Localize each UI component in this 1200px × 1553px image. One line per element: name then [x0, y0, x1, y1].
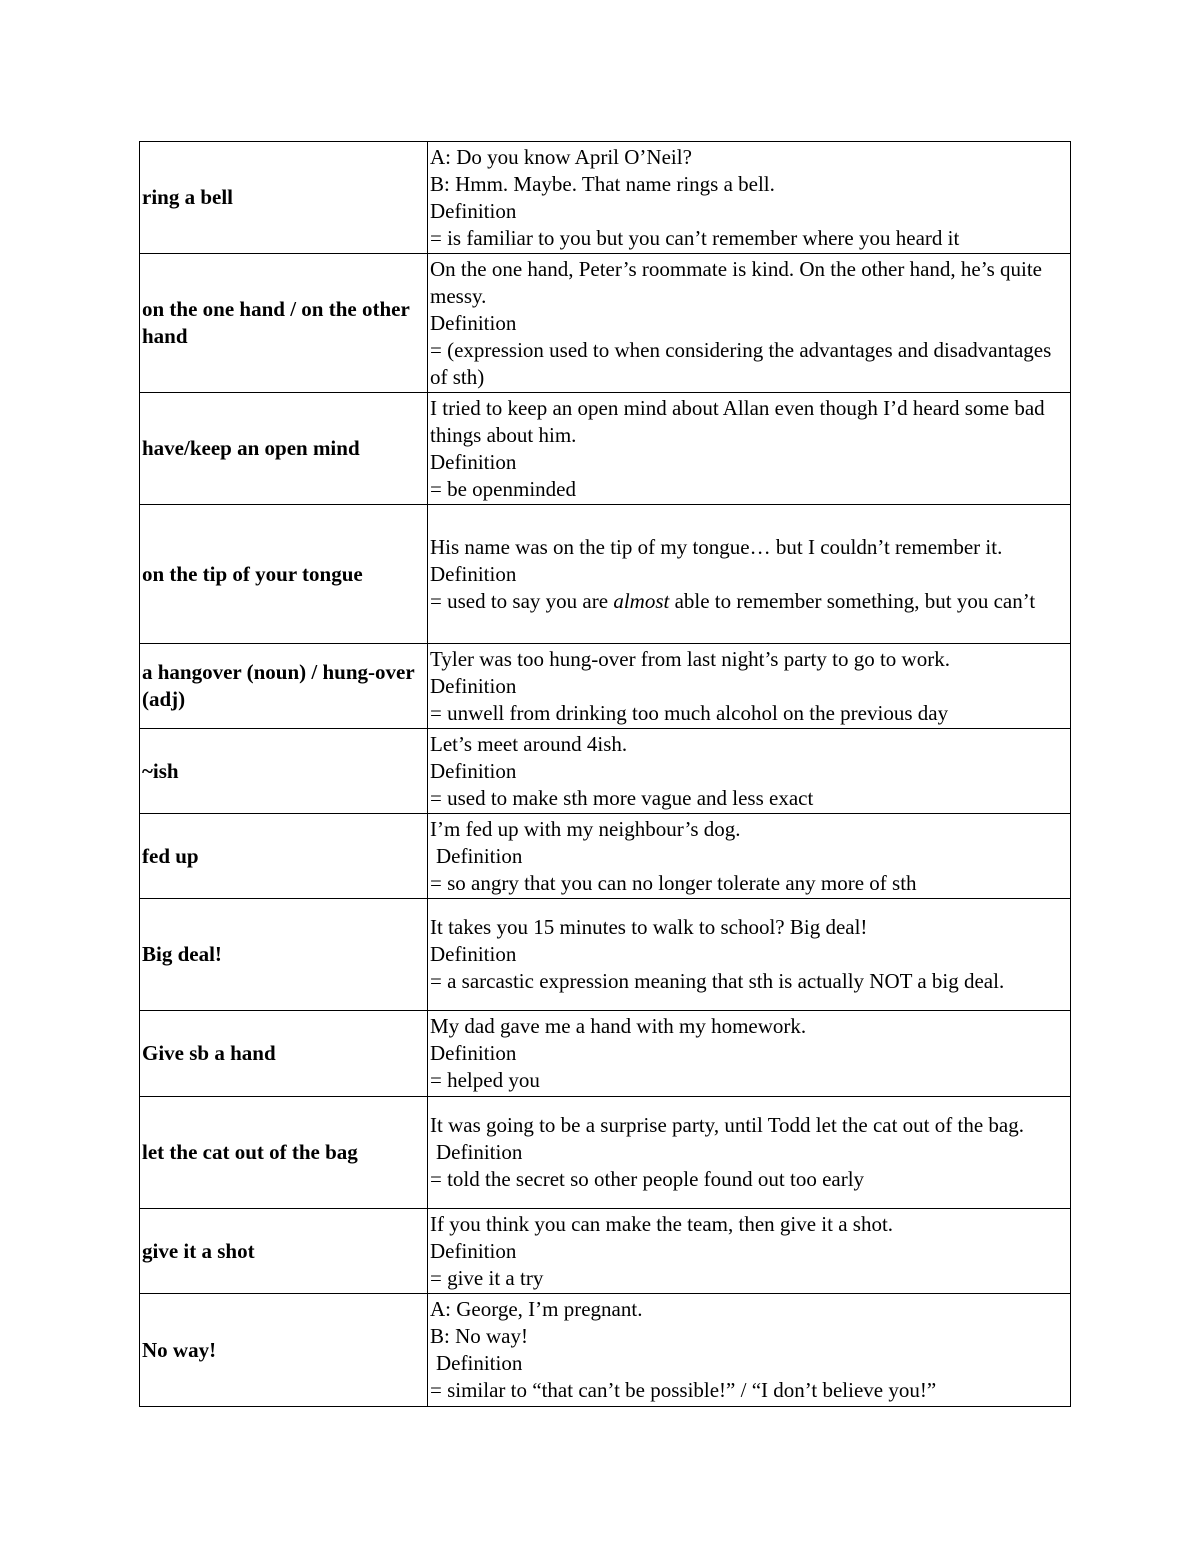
definition-text: = told the secret so other people found out too early	[430, 1167, 865, 1191]
definition-label: Definition	[430, 449, 517, 474]
definition-text: = unwell from drinking too much alcohol on the previous day	[430, 700, 949, 725]
definition-label: Definition	[430, 758, 517, 783]
example-cell	[428, 254, 1071, 393]
definition-text: = a sarcastic expression meaning that sth is actually NOT a big deal.	[430, 969, 1005, 993]
phrase-cell: fed up	[140, 814, 428, 899]
definition-text	[430, 588, 1068, 615]
phrase-cell: No way!	[140, 1294, 428, 1407]
definition-text: = (expression used to when considering the advantages and disadvantages of sth)	[430, 337, 1052, 389]
phrase-cell: on the one hand / on the other hand	[140, 254, 428, 393]
definition-label: Definition	[436, 1351, 523, 1375]
definition-label: Definition	[430, 1238, 517, 1263]
definition-label: Definition	[430, 942, 517, 966]
vocabulary-table	[139, 141, 1071, 1407]
example-line: On the one hand, Peter’s roommate is kind. On the other hand, he’s quite messy.	[430, 256, 1042, 308]
phrase-cell: ring a bell	[140, 142, 428, 254]
example-cell	[428, 899, 1071, 1011]
table-row	[140, 644, 1071, 729]
example-line: Tyler was too hung-over from last night’s party to go to work.	[430, 646, 950, 671]
phrase-cell: a hangover (noun) / hung-over (adj)	[140, 644, 428, 729]
definition-label: Definition	[430, 561, 517, 586]
phrase-cell: Big deal!	[140, 899, 428, 1011]
table-row	[140, 1209, 1071, 1294]
example-line: B: No way!	[430, 1324, 528, 1348]
example-line: If you think you can make the team, then give it a shot.	[430, 1211, 894, 1236]
phrase-cell: on the tip of your tongue	[140, 505, 428, 644]
definition-label: Definition	[436, 843, 523, 868]
example-line: B: Hmm. Maybe. That name rings a bell.	[430, 171, 775, 196]
definition-text-start: = used to say you are	[430, 588, 614, 613]
example-cell	[428, 1097, 1071, 1209]
definition-label: Definition	[430, 310, 517, 335]
definition-text: = similar to “that can’t be possible!” / “I don’t believe you!”	[430, 1378, 937, 1402]
definition-text: = so angry that you can no longer tolerate any more of sth	[430, 870, 917, 895]
definition-text: = give it a try	[430, 1265, 544, 1290]
phrase-cell: ~ish	[140, 729, 428, 814]
phrase-cell: let the cat out of the bag	[140, 1097, 428, 1209]
table-row	[140, 1097, 1071, 1209]
example-line: A: George, I’m pregnant.	[430, 1297, 643, 1321]
definition-text-end: able to remember something, but you can’t	[669, 588, 1036, 613]
example-line: Let’s meet around 4ish.	[430, 731, 628, 756]
example-line: His name was on the tip of my tongue… but I couldn’t remember it.	[430, 534, 1003, 559]
phrase-cell: have/keep an open mind	[140, 393, 428, 505]
phrase-cell: Give sb a hand	[140, 1011, 428, 1097]
example-line: I’m fed up with my neighbour’s dog.	[430, 816, 741, 841]
definition-label: Definition	[436, 1140, 523, 1164]
example-cell	[428, 814, 1071, 899]
table-row	[140, 1011, 1071, 1097]
example-cell	[428, 644, 1071, 729]
table-row	[140, 505, 1071, 644]
example-cell	[428, 1011, 1071, 1097]
example-line: I tried to keep an open mind about Allan even though I’d heard some bad things about him.	[430, 395, 1045, 447]
phrase-cell: give it a shot	[140, 1209, 428, 1294]
example-cell	[428, 142, 1071, 254]
example-line: A: Do you know April O’Neil?	[430, 144, 692, 169]
table-row	[140, 1294, 1071, 1407]
example-cell	[428, 1294, 1071, 1407]
definition-text: = is familiar to you but you can’t remember where you heard it	[430, 225, 960, 250]
definition-text: = be openminded	[430, 476, 576, 501]
example-line: My dad gave me a hand with my homework.	[430, 1014, 807, 1038]
example-line: It was going to be a surprise party, until Todd let the cat out of the bag.	[430, 1113, 1024, 1137]
table-row	[140, 142, 1071, 254]
example-cell	[428, 729, 1071, 814]
table-row	[140, 814, 1071, 899]
table-row	[140, 729, 1071, 814]
example-line: It takes you 15 minutes to walk to school? Big deal!	[430, 915, 868, 939]
table-row	[140, 899, 1071, 1011]
definition-label: Definition	[430, 198, 517, 223]
example-cell	[428, 1209, 1071, 1294]
example-cell	[428, 505, 1071, 644]
table-row	[140, 254, 1071, 393]
definition-label: Definition	[430, 1041, 517, 1065]
definition-label: Definition	[430, 673, 517, 698]
definition-text: = helped you	[430, 1068, 540, 1092]
definition-emphasis: almost	[613, 588, 670, 613]
table-row	[140, 393, 1071, 505]
definition-text: = used to make sth more vague and less exact	[430, 785, 814, 810]
example-cell	[428, 393, 1071, 505]
